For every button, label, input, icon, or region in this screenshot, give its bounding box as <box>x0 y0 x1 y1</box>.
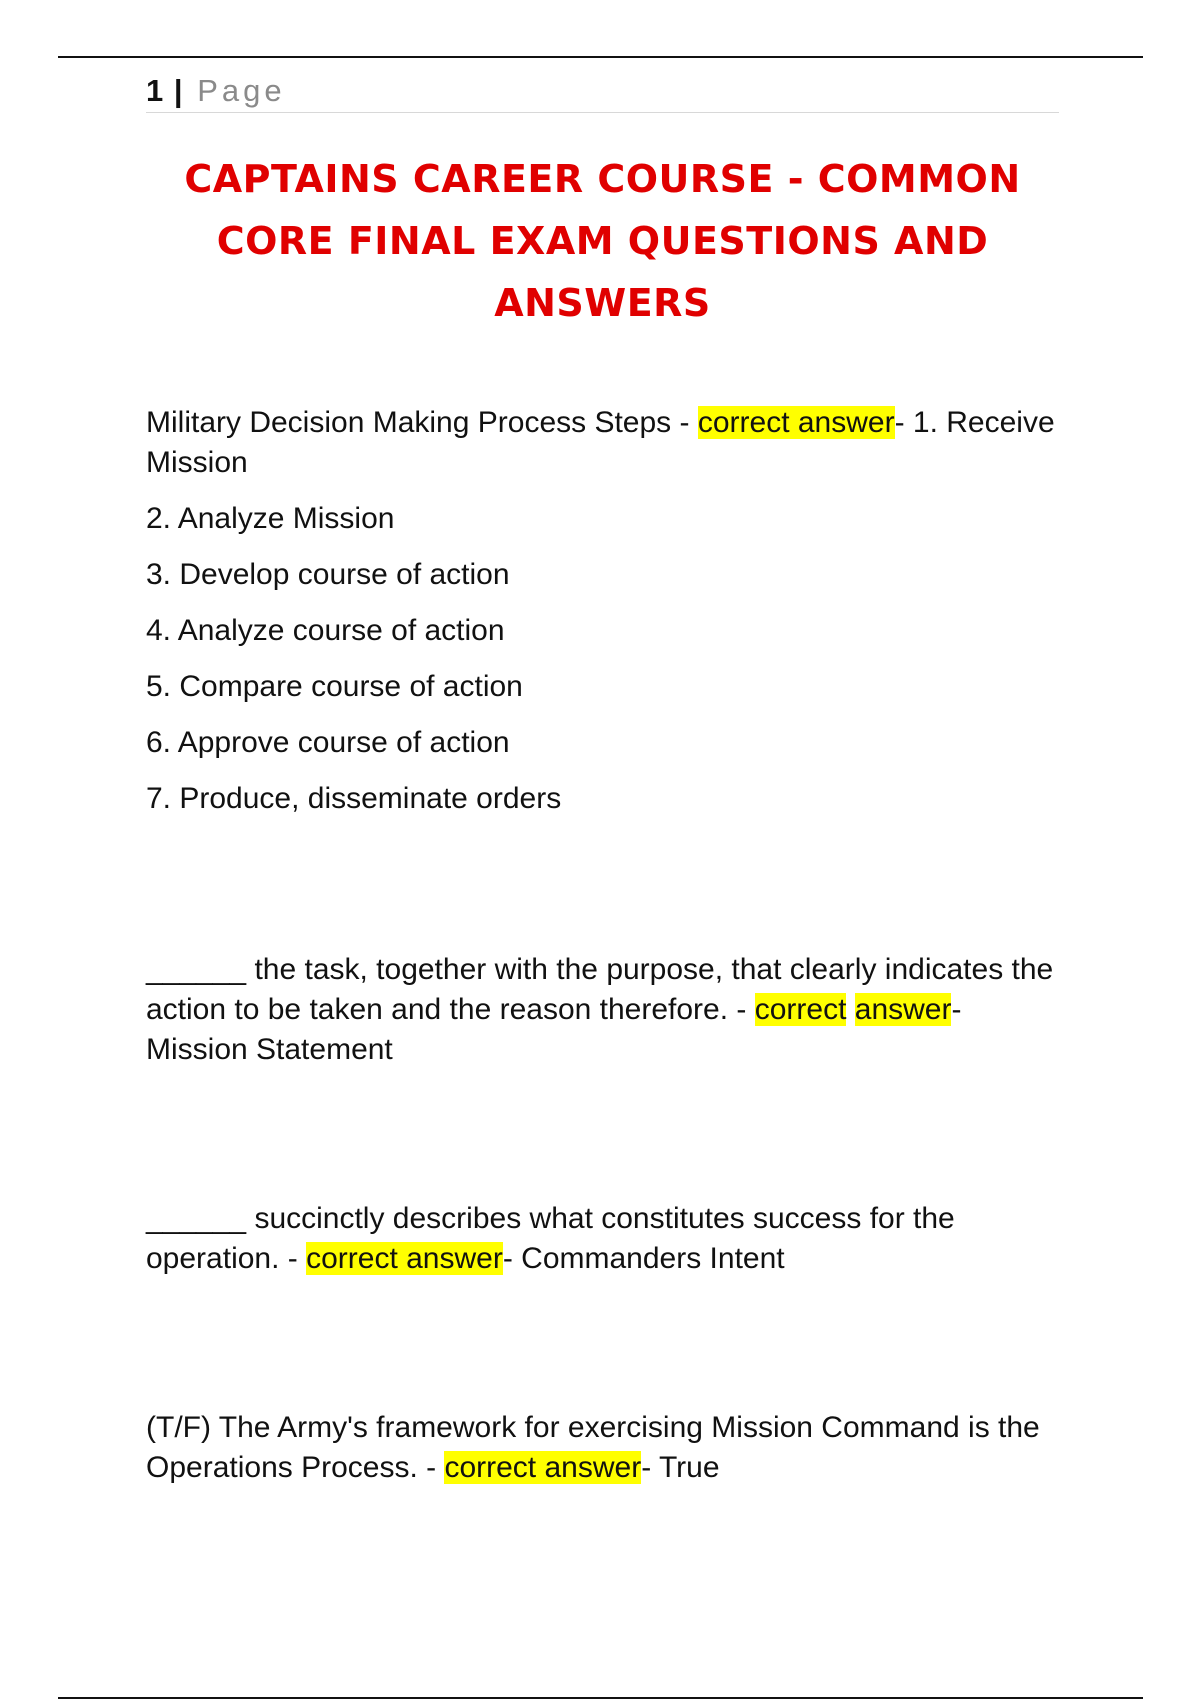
list-item: 2. Analyze Mission <box>146 502 395 535</box>
page-separator: | <box>173 73 183 108</box>
question-block-3 <box>146 1199 1066 1279</box>
page-label: Page <box>197 73 286 108</box>
question-text <box>146 1199 1066 1279</box>
answer-text: - 1. Receive Mission <box>146 406 1055 479</box>
question-block-1 <box>146 403 1066 819</box>
document-title: CAPTAINS CAREER COURSE - COMMON CORE FINAL EXAM QUESTIONS AND ANSWERS <box>184 157 1021 325</box>
question-text <box>146 950 1066 1070</box>
page-number: 1 <box>146 73 164 108</box>
question-prompt: (T/F) The Army's framework for exercising Mission Command is the Operations Process. - <box>146 1411 1040 1484</box>
bottom-rule <box>58 1697 1143 1699</box>
question-block-4 <box>146 1408 1066 1488</box>
question-prompt: ______ the task, together with the purpose, that clearly indicates the action to be taken and the reason therefore. - <box>146 953 1054 1026</box>
question-text <box>146 1408 1066 1488</box>
answer-highlight: correct answer <box>444 1451 642 1484</box>
answer-highlight: correct answer <box>697 406 895 439</box>
question-prompt: ______ succinctly describes what constitutes success for the operation. - <box>146 1202 955 1275</box>
answer-highlight: answer <box>854 993 952 1026</box>
answer-text: - True <box>641 1451 720 1484</box>
question-text <box>146 403 1066 483</box>
answer-text: - Mission Statement <box>146 993 962 1066</box>
answer-text: - Commanders Intent <box>502 1242 785 1275</box>
list-item: 6. Approve course of action <box>146 726 510 759</box>
list-item: 7. Produce, disseminate orders <box>146 782 562 815</box>
list-item: 5. Compare course of action <box>146 670 523 703</box>
answer-highlight: correct <box>754 993 847 1026</box>
page-header <box>146 70 1059 113</box>
answer-highlight: correct answer <box>306 1242 503 1275</box>
list-item: 3. Develop course of action <box>146 558 510 591</box>
list-item: 4. Analyze course of action <box>146 614 505 647</box>
top-rule <box>58 56 1143 58</box>
question-prompt: Military Decision Making Process Steps - <box>146 406 698 439</box>
question-block-2 <box>146 950 1066 1070</box>
